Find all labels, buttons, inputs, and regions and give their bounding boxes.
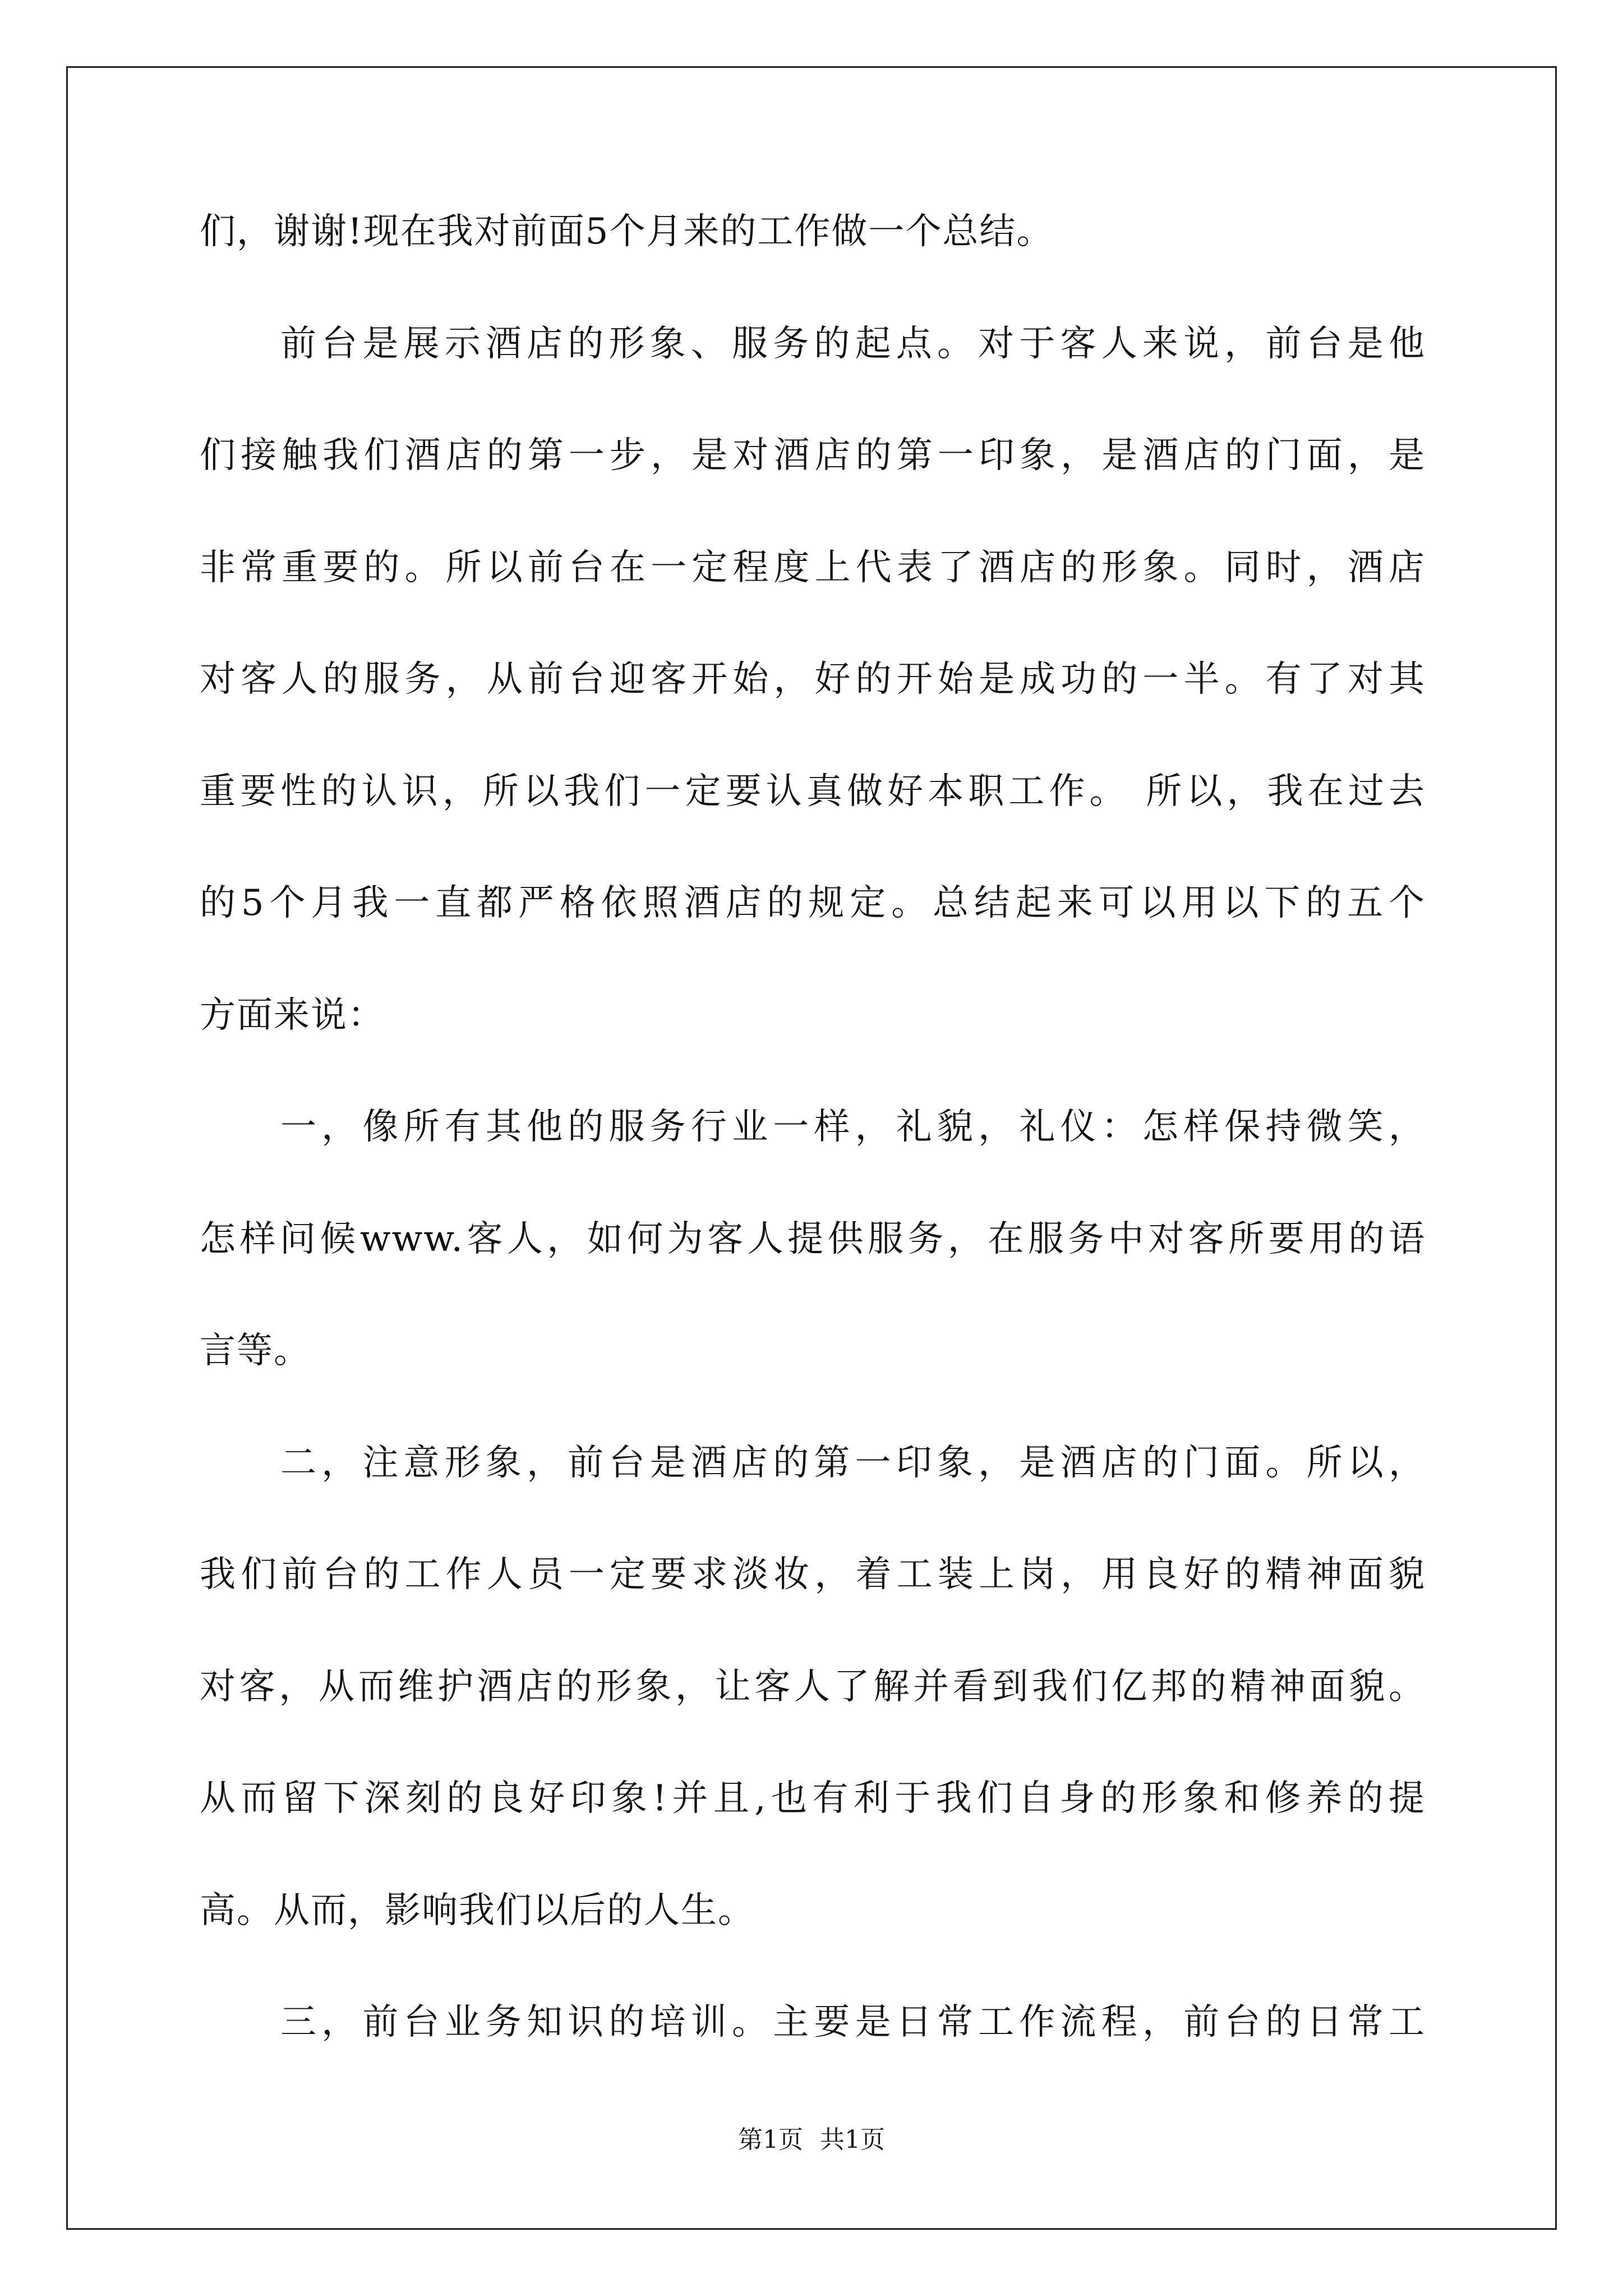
text-line: 言等。: [200, 1330, 311, 1372]
paragraph-first-line: 一，像所有其他的服务行业一样，礼貌，礼仪：怎样保持微笑，: [280, 1106, 1426, 1148]
text-line: 们接触我们酒店的第一步，是对酒店的第一印象，是酒店的门面，是: [200, 435, 1426, 476]
page-total: 共1页: [820, 2125, 885, 2154]
text-line: 高。从而，影响我们以后的人生。: [200, 1889, 755, 1931]
text-line: 我们前台的工作人员一定要求淡妆，着工装上岗，用良好的精神面貌: [200, 1554, 1426, 1595]
text-line: 非常重要的。所以前台在一定程度上代表了酒店的形象。同时，酒店: [200, 546, 1426, 588]
text-line: 从而留下深刻的良好印象!并且,也有利于我们自身的形象和修养的提: [200, 1778, 1426, 1819]
page-footer: [0, 2126, 1623, 2154]
paragraph-first-line: 二，注意形象，前台是酒店的第一印象，是酒店的门面。所以，: [280, 1442, 1426, 1484]
text-line: 方面来说：: [200, 994, 385, 1036]
document-body: [200, 212, 1426, 2115]
text-line: 的5个月我一直都严格依照酒店的规定。总结起来可以用以下的五个: [200, 882, 1426, 924]
text-line: 重要性的认识，所以我们一定要认真做好本职工作。 所以，我在过去: [200, 770, 1426, 812]
text-line: 们，谢谢!现在我对前面5个月来的工作做一个总结。: [200, 211, 1054, 252]
paragraph-first-line: 三，前台业务知识的培训。主要是日常工作流程，前台的日常工: [280, 2001, 1426, 2043]
text-line: 对客人的服务，从前台迎客开始，好的开始是成功的一半。有了对其: [200, 659, 1426, 700]
text-line: 对客，从而维护酒店的形象，让客人了解并看到我们亿邦的精神面貌。: [200, 1665, 1426, 1708]
page-number: 第1页: [738, 2125, 803, 2154]
text-line: 怎样问候www.客人，如何为客人提供服务，在服务中对客所要用的语: [200, 1218, 1426, 1260]
paragraph-first-line: 前台是展示酒店的形象、服务的起点。对于客人来说，前台是他: [280, 323, 1426, 365]
